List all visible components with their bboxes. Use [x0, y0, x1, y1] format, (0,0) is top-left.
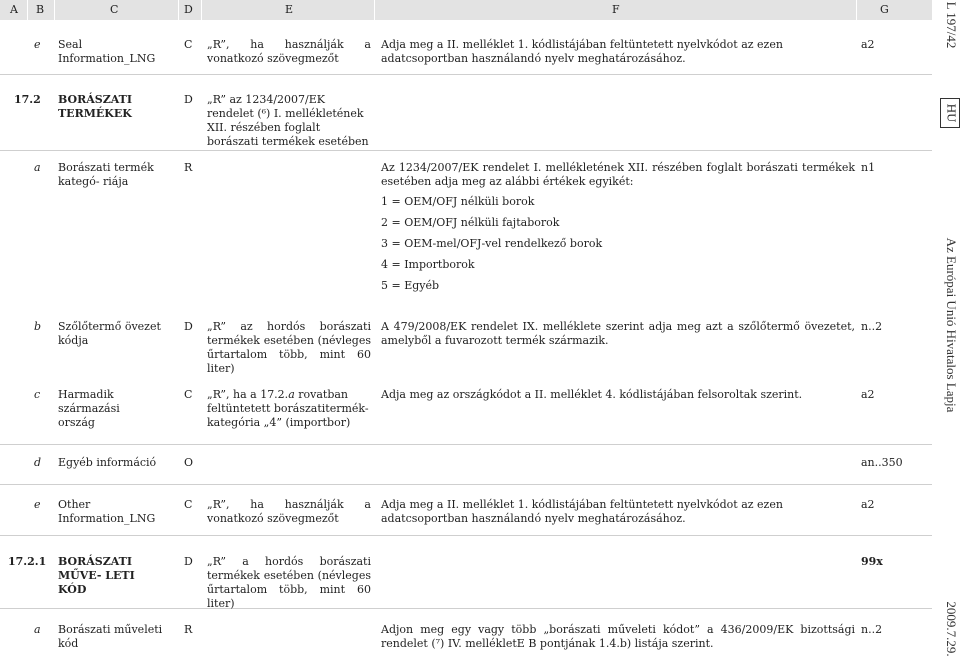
cell-g: a2: [861, 498, 875, 511]
cell-f: Az 1234/2007/EK rendelet I. mellékletének XII. részében foglalt borászati termékek esetében adja meg az alábbi értékek egyikét:: [381, 161, 855, 188]
cell-b: Seal Information_LNG: [58, 38, 156, 65]
cell-c: R: [184, 623, 193, 636]
page-reference: L 197/42: [944, 1, 959, 49]
list-item: 1 = OEM/OFJ nélküli borok: [381, 195, 535, 208]
row-divider: [0, 74, 932, 75]
row-divider: [0, 484, 932, 485]
cell-g: a2: [861, 388, 875, 401]
cell-a: a: [34, 623, 41, 636]
journal-title: Az Európai Unió Hivatalos Lapja: [944, 237, 959, 413]
cell-c: O: [184, 456, 194, 469]
cell-b: Other Information_LNG: [58, 498, 156, 525]
cell-c: C: [184, 388, 193, 401]
cell-d: „R”, ha használják a vonatkozó szövegmezőt: [207, 38, 371, 65]
cell-b: Harmadik származási ország: [58, 388, 120, 429]
cell-a: 17.2: [14, 93, 41, 106]
column-divider: [27, 0, 28, 20]
cell-g: n..2: [861, 320, 883, 333]
cell-c: D: [184, 320, 193, 333]
column-divider: [54, 0, 55, 20]
cell-b: Egyéb információ: [58, 456, 157, 469]
cell-c: D: [184, 93, 193, 106]
cell-g: n..2: [861, 623, 883, 636]
cell-a: e: [34, 38, 41, 51]
publication-date: 2009.7.29.: [944, 601, 959, 657]
cell-f: Adja meg az országkódot a II. melléklet 4. kódlistájában felsoroltak szerint.: [381, 388, 803, 401]
language-badge: [940, 98, 960, 128]
cell-f: Adjon meg egy vagy több „borászati műveleti kódot” a 436/2009/EK bizottsági rendelet (⁷) IV. mellékletE B pontjának 1.4.b) listája szerint.: [381, 623, 855, 650]
row-divider: [0, 444, 932, 445]
column-divider: [201, 0, 202, 20]
cell-d: „R”, ha használják a vonatkozó szövegmezőt: [207, 498, 371, 525]
cell-d: „R” a hordós borászati termékek esetében (névleges űrtartalom több, mint 60 liter): [207, 555, 371, 610]
column-header-g: G: [880, 3, 889, 16]
column-header-e: E: [285, 3, 294, 16]
cell-b: Borászati műveleti kód: [58, 623, 163, 650]
row-divider: [0, 535, 932, 536]
column-divider: [856, 0, 857, 20]
cell-b: Borászati termék kategó- riája: [58, 161, 154, 188]
column-divider: [374, 0, 375, 20]
cell-d: „R” az 1234/2007/EK rendelet (⁶) I. mellékletének XII. részében foglalt borászati termékek esetében: [207, 93, 369, 148]
cell-d-ref: a: [288, 388, 295, 401]
cell-d: [207, 388, 373, 430]
column-header-d: D: [184, 3, 193, 16]
cell-c: R: [184, 161, 193, 174]
column-header-c: C: [110, 3, 119, 16]
row-divider: [0, 608, 932, 609]
list-item: 4 = Importborok: [381, 258, 475, 271]
cell-b: BORÁSZATI MŰVE- LETI KÓD: [58, 555, 135, 596]
cell-f: A 479/2008/EK rendelet IX. melléklete szerint adja meg azt a szőlőtermő övezetet, amelyből a fuvarozott termék származik.: [381, 320, 855, 347]
cell-c: D: [184, 555, 193, 568]
row-divider: [0, 150, 932, 151]
list-item: 5 = Egyéb: [381, 279, 440, 292]
cell-d: „R” az hordós borászati termékek esetében (névleges űrtartalom több, mint 60 liter): [207, 320, 371, 375]
cell-c: C: [184, 498, 193, 511]
cell-d-text: rovatban feltüntetett borászatitermék-kategória „4” (importbor): [207, 388, 369, 429]
cell-b: BORÁSZATI TERMÉKEK: [58, 93, 132, 120]
cell-f: Adja meg a II. melléklet 1. kódlistájában feltüntetett nyelvkódot az ezen adatcsoportban használandó nyelv meghatározásához.: [381, 38, 783, 65]
cell-a: d: [34, 456, 42, 469]
cell-d-text: „R”, ha a 17.2.: [207, 388, 289, 401]
cell-g: a2: [861, 38, 875, 51]
cell-a: a: [34, 161, 41, 174]
cell-a: b: [34, 320, 42, 333]
list-item: 3 = OEM-mel/OFJ-vel rendelkező borok: [381, 237, 603, 250]
column-header-f: F: [612, 3, 620, 16]
cell-c: C: [184, 38, 193, 51]
column-divider: [178, 0, 179, 20]
column-header-bar: [0, 0, 932, 20]
cell-g: an..350: [861, 456, 903, 469]
cell-g: 99x: [861, 555, 883, 568]
column-header-a: A: [10, 3, 18, 16]
cell-a: e: [34, 498, 41, 511]
column-header-b: B: [36, 3, 45, 16]
list-item: 2 = OEM/OFJ nélküli fajtaborok: [381, 216, 560, 229]
cell-a: c: [34, 388, 41, 401]
language-code: HU: [944, 103, 958, 123]
cell-b: Szőlőtermő övezet kódja: [58, 320, 161, 347]
cell-a: 17.2.1: [8, 555, 47, 568]
cell-g: n1: [861, 161, 876, 174]
cell-f: Adja meg a II. melléklet 1. kódlistájában feltüntetett nyelvkódot az ezen adatcsoportban használandó nyelv meghatározásához.: [381, 498, 783, 525]
